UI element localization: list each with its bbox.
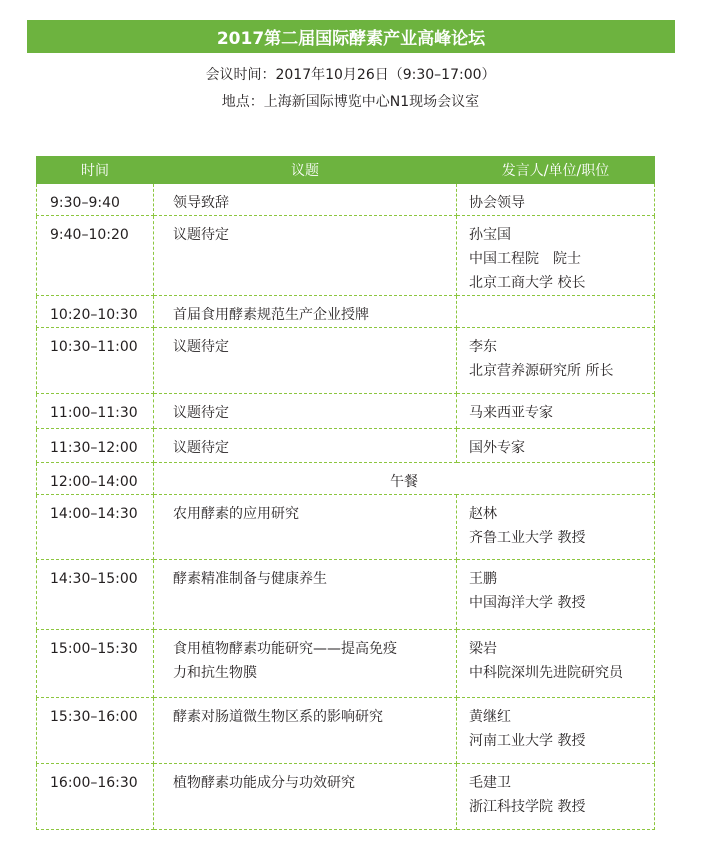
agenda-speaker xyxy=(457,328,655,394)
topic-line: 议题待定 xyxy=(173,440,229,456)
speaker-line: 李东 xyxy=(469,339,497,355)
agenda-speaker xyxy=(457,429,655,463)
agenda-table xyxy=(36,156,655,830)
agenda-speaker xyxy=(457,698,655,764)
agenda-row xyxy=(37,429,655,463)
speaker-line: 毛建卫 xyxy=(469,775,511,791)
speaker-line: 黄继红 xyxy=(469,709,511,725)
page-title: 2017第二届国际酵素产业高峰论坛 xyxy=(27,20,675,53)
column-header-time: 时间 xyxy=(37,157,154,184)
agenda-topic xyxy=(154,328,457,394)
agenda-speaker xyxy=(457,216,655,296)
agenda-topic xyxy=(154,630,457,698)
speaker-line: 王鹏 xyxy=(469,571,497,587)
agenda-row xyxy=(37,184,655,216)
agenda-time: 10:20–10:30 xyxy=(37,296,154,328)
agenda-row xyxy=(37,698,655,764)
agenda-row xyxy=(37,394,655,429)
agenda-time: 9:40–10:20 xyxy=(37,216,154,296)
speaker-line: 马来西亚专家 xyxy=(469,405,553,421)
agenda-row xyxy=(37,764,655,830)
agenda-row xyxy=(37,560,655,630)
speaker-line: 北京营养源研究所 所长 xyxy=(469,363,614,379)
agenda-topic xyxy=(154,698,457,764)
agenda-speaker xyxy=(457,764,655,830)
topic-line: 食用植物酵素功能研究——提高免疫 xyxy=(173,641,397,657)
speaker-line: 中国海洋大学 教授 xyxy=(469,595,586,611)
speaker-line: 齐鲁工业大学 教授 xyxy=(469,530,586,546)
agenda-topic xyxy=(154,495,457,560)
agenda-speaker xyxy=(457,560,655,630)
agenda-topic xyxy=(154,429,457,463)
agenda-speaker xyxy=(457,394,655,429)
agenda-row xyxy=(37,495,655,560)
speaker-line: 中国工程院 院士 xyxy=(469,251,581,267)
agenda-topic xyxy=(154,394,457,429)
agenda-time: 11:00–11:30 xyxy=(37,394,154,429)
agenda-topic xyxy=(154,764,457,830)
speaker-line: 中科院深圳先进院研究员 xyxy=(469,665,623,681)
topic-line: 领导致辞 xyxy=(173,195,229,211)
agenda-time: 15:00–15:30 xyxy=(37,630,154,698)
topic-line: 首届食用酵素规范生产企业授牌 xyxy=(173,307,369,323)
speaker-line: 浙江科技学院 教授 xyxy=(469,799,586,815)
agenda-time: 12:00–14:00 xyxy=(37,463,154,495)
lunch-break: 午餐 xyxy=(154,463,655,495)
agenda-row xyxy=(37,296,655,328)
agenda-speaker xyxy=(457,184,655,216)
agenda-time: 15:30–16:00 xyxy=(37,698,154,764)
topic-line: 议题待定 xyxy=(173,227,229,243)
agenda-time: 16:00–16:30 xyxy=(37,764,154,830)
topic-line: 议题待定 xyxy=(173,339,229,355)
agenda-row xyxy=(37,216,655,296)
agenda-topic xyxy=(154,216,457,296)
agenda-row xyxy=(37,630,655,698)
topic-line: 植物酵素功能成分与功效研究 xyxy=(173,775,355,791)
topic-line: 酵素精准制备与健康养生 xyxy=(173,571,327,587)
speaker-line: 孙宝国 xyxy=(469,227,511,243)
speaker-line: 协会领导 xyxy=(469,195,525,211)
speaker-line: 北京工商大学 校长 xyxy=(469,275,586,291)
agenda-topic xyxy=(154,184,457,216)
topic-line: 议题待定 xyxy=(173,405,229,421)
speaker-line: 河南工业大学 教授 xyxy=(469,733,586,749)
meeting-time: 会议时间：2017年10月26日（9:30–17:00） xyxy=(205,67,496,83)
agenda-time: 14:00–14:30 xyxy=(37,495,154,560)
agenda-speaker xyxy=(457,296,655,328)
column-header-speaker: 发言人/单位/职位 xyxy=(457,157,655,184)
speaker-line: 国外专家 xyxy=(469,440,525,456)
topic-line: 酵素对肠道微生物区系的影响研究 xyxy=(173,709,383,725)
agenda-topic xyxy=(154,560,457,630)
agenda-time: 9:30–9:40 xyxy=(37,184,154,216)
speaker-line: 梁岩 xyxy=(469,641,497,657)
agenda-row xyxy=(37,463,655,495)
agenda-speaker xyxy=(457,495,655,560)
column-header-topic: 议题 xyxy=(154,157,457,184)
agenda-topic xyxy=(154,296,457,328)
agenda-time: 14:30–15:00 xyxy=(37,560,154,630)
agenda-time: 10:30–11:00 xyxy=(37,328,154,394)
agenda-header-row xyxy=(37,157,655,184)
meeting-place: 地点：上海新国际博览中心N1现场会议室 xyxy=(221,94,480,110)
topic-line: 力和抗生物膜 xyxy=(173,665,257,681)
agenda-row xyxy=(37,328,655,394)
agenda-speaker xyxy=(457,630,655,698)
agenda-time: 11:30–12:00 xyxy=(37,429,154,463)
topic-line: 农用酵素的应用研究 xyxy=(173,506,299,522)
speaker-line: 赵林 xyxy=(469,506,497,522)
